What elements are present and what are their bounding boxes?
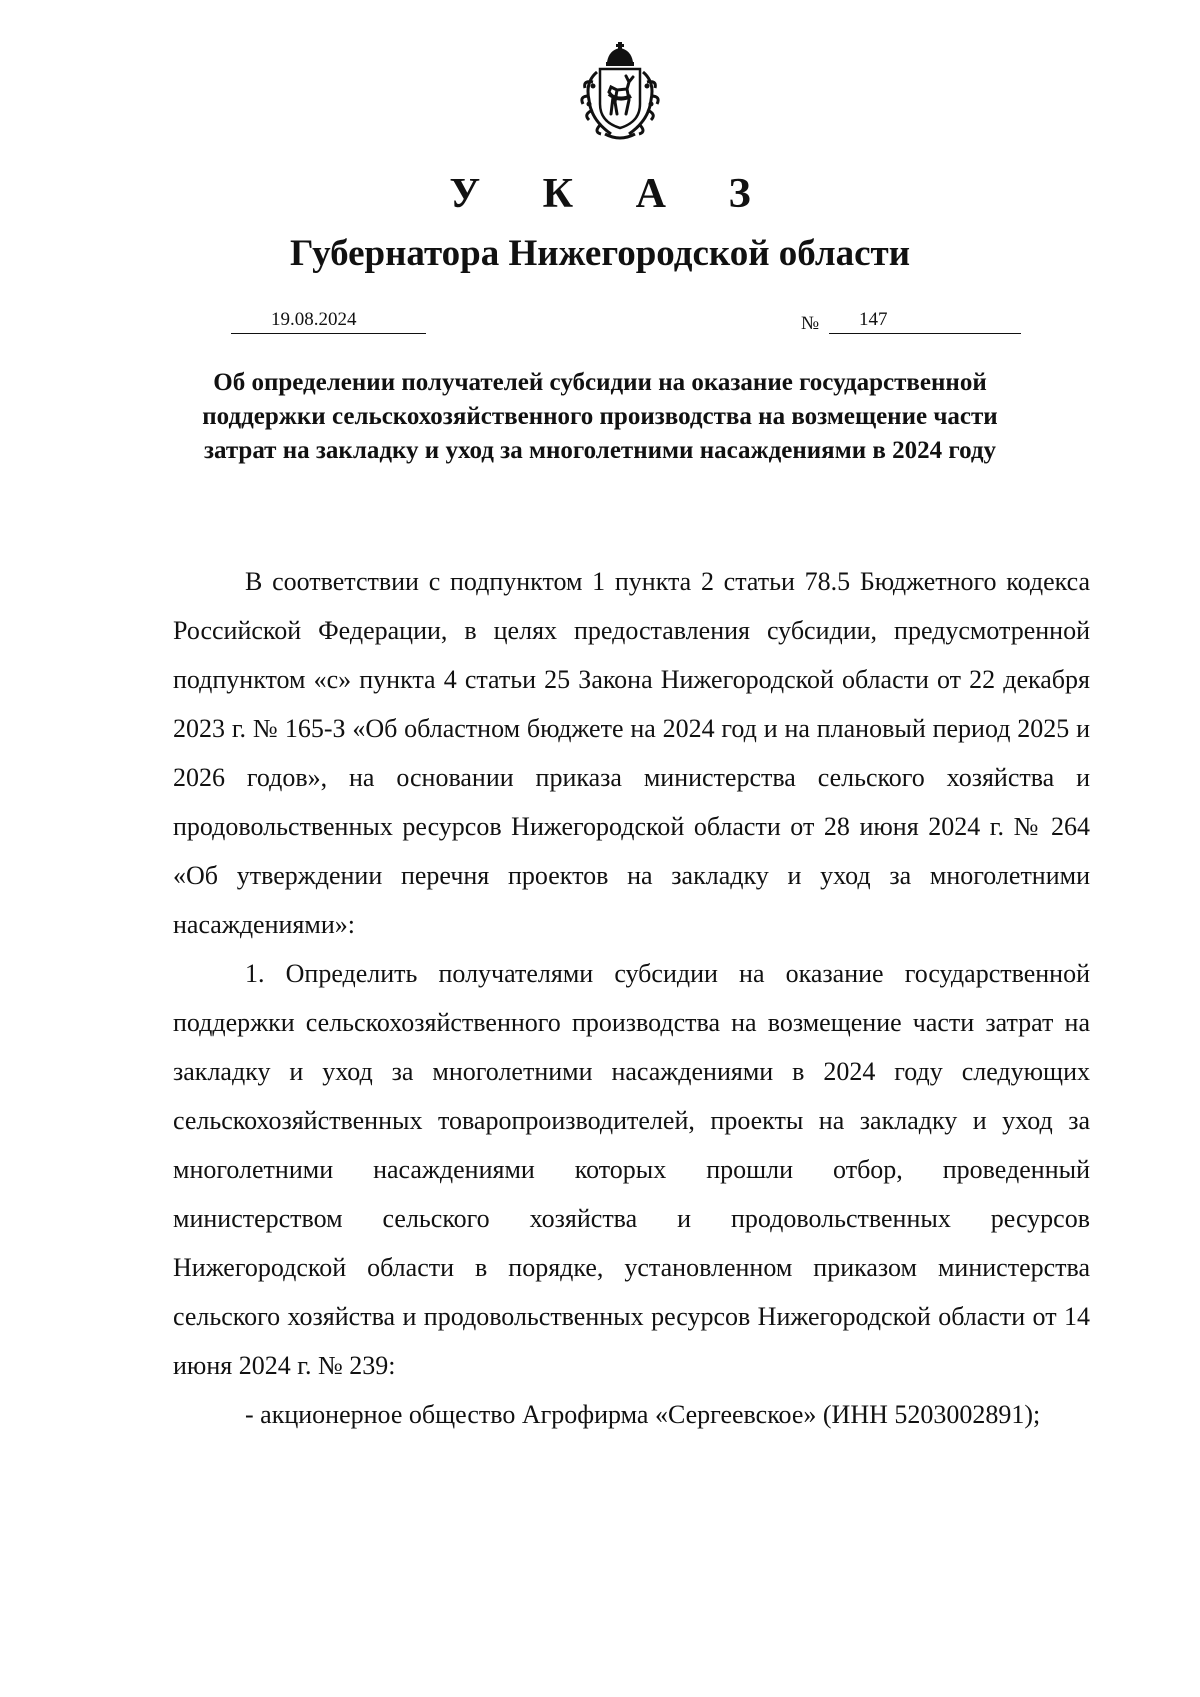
decree-number-field [829, 308, 1021, 334]
decree-date-field [231, 308, 426, 334]
recipient-list-item: - акционерное общество Агрофирма «Сергеевское» (ИНН 5203002891); [245, 1400, 1041, 1429]
decree-body [173, 557, 1090, 1439]
decree-date: 19.08.2024 [271, 309, 357, 330]
decree-subject: Об определении получателей субсидии на оказание государственной поддержки сельскохозяйственного производства на возмещение части затрат на закладку и уход за многолетними насаждениями в 2024 году [202, 369, 998, 464]
clause-1-paragraph: 1. Определить получателями субсидии на оказание государственной поддержки сельскохозяйственного производства на возмещение части затрат на закладку и уход за многолетними насаждениями в 2024 году следующих сельскохозяйственных товаропроизводителей, проекты на закладку и уход за многолетними насаждениями которых прошли отбор, проведенный министерством сельского хозяйства и продовольственных ресурсов Нижегородской области в порядке, установленном приказом министерства сельского хозяйства и продовольственных ресурсов Нижегородской области от 14 июня 2024 г. № 239: [173, 959, 1090, 1380]
coat-of-arms-icon [571, 42, 669, 142]
decree-title: У К А З [449, 171, 777, 217]
preamble-paragraph: В соответствии с подпунктом 1 пункта 2 статьи 78.5 Бюджетного кодекса Российской Федерации, в целях предоставления субсидии, предусмотренной подпунктом «с» пункта 4 статьи 25 Закона Нижегородской области от 22 декабря 2023 г. № 165-З «Об областном бюджете на 2024 год и на плановый период 2025 и 2026 годов», на основании приказа министерства сельского хозяйства и продовольственных ресурсов Нижегородской области от 28 июня 2024 г. № 264 «Об утверждении перечня проектов на закладку и уход за многолетними насаждениями»: [173, 567, 1090, 939]
issuer-title: Губернатора Нижегородской области [289, 233, 911, 274]
decree-number: 147 [859, 309, 888, 330]
number-sign: № [801, 313, 820, 334]
